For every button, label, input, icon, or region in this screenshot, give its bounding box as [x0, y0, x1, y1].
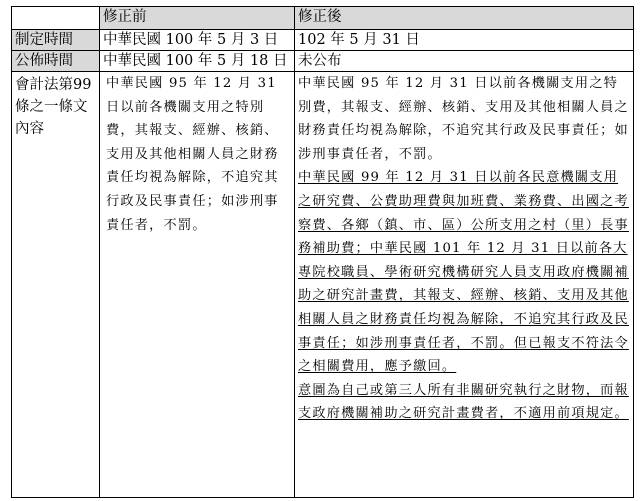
header-row: [12, 7, 634, 30]
header-before: 修正前: [100, 7, 295, 30]
article-after-paragraph-3: 意圖為自己或第三人所有非關研究執行之財物，而報支政府機關補助之研究計畫費者，不適用前項規定。: [298, 382, 629, 422]
header-after: 修正後: [295, 7, 634, 30]
article-after-paragraph-2: 中華民國 99 年 12 月 31 日以前各民意機關支用之研究費、公費助理費與加班費、業務費、出國之考察費、各鄉（鎮、市、區）公所支用之村（里）長事務補助費；中華民國 101 年 12 月 31 日以前各大專院校職員、學術研究機構研究人員支用政府機關補助之研究計畫費，其報支、經辦、核銷、支用及其他相關人員之財務責任均視為解除，不追究其行政及民事責任；如涉刑事責任者，不罰。但已報支不符法令之相關費用，應予繳回。: [298, 170, 629, 375]
row-label-article: 會計法第99條之一條文內容: [12, 72, 100, 498]
row-label-published: 公佈時間: [12, 51, 100, 72]
enacted-before: 中華民國 100 年 5 月 3 日: [100, 30, 295, 51]
table-row-enacted: [12, 30, 634, 51]
article-after-text: [295, 72, 634, 498]
row-label-enacted: 制定時間: [12, 30, 100, 51]
table-row-article: [12, 72, 634, 498]
article-before-paragraph: 中華民國 95 年 12 月 31 日以前各機關支用之特別費，其報支、經辦、核銷、支用及其他相關人員之財務責任均視為解除，不追究其行政及民事責任；如涉刑事責任者，不罰。: [106, 76, 279, 233]
article-after-paragraph-1: 中華民國 95 年 12 月 31 日以前各機關支用之特別費，其報支、經辦、核銷、支用及其他相關人員之財務責任均視為解除，不追究其行政及民事責任；如涉刑事責任者，不罰。: [298, 76, 629, 162]
header-blank-cell: [12, 7, 100, 30]
published-after: 未公布: [295, 51, 634, 72]
published-before: 中華民國 100 年 5 月 18 日: [100, 51, 295, 72]
table-row-published: [12, 51, 634, 72]
enacted-after: 102 年 5 月 31 日: [295, 30, 634, 51]
article-before-text: [100, 72, 295, 498]
comparison-table: [11, 6, 634, 498]
